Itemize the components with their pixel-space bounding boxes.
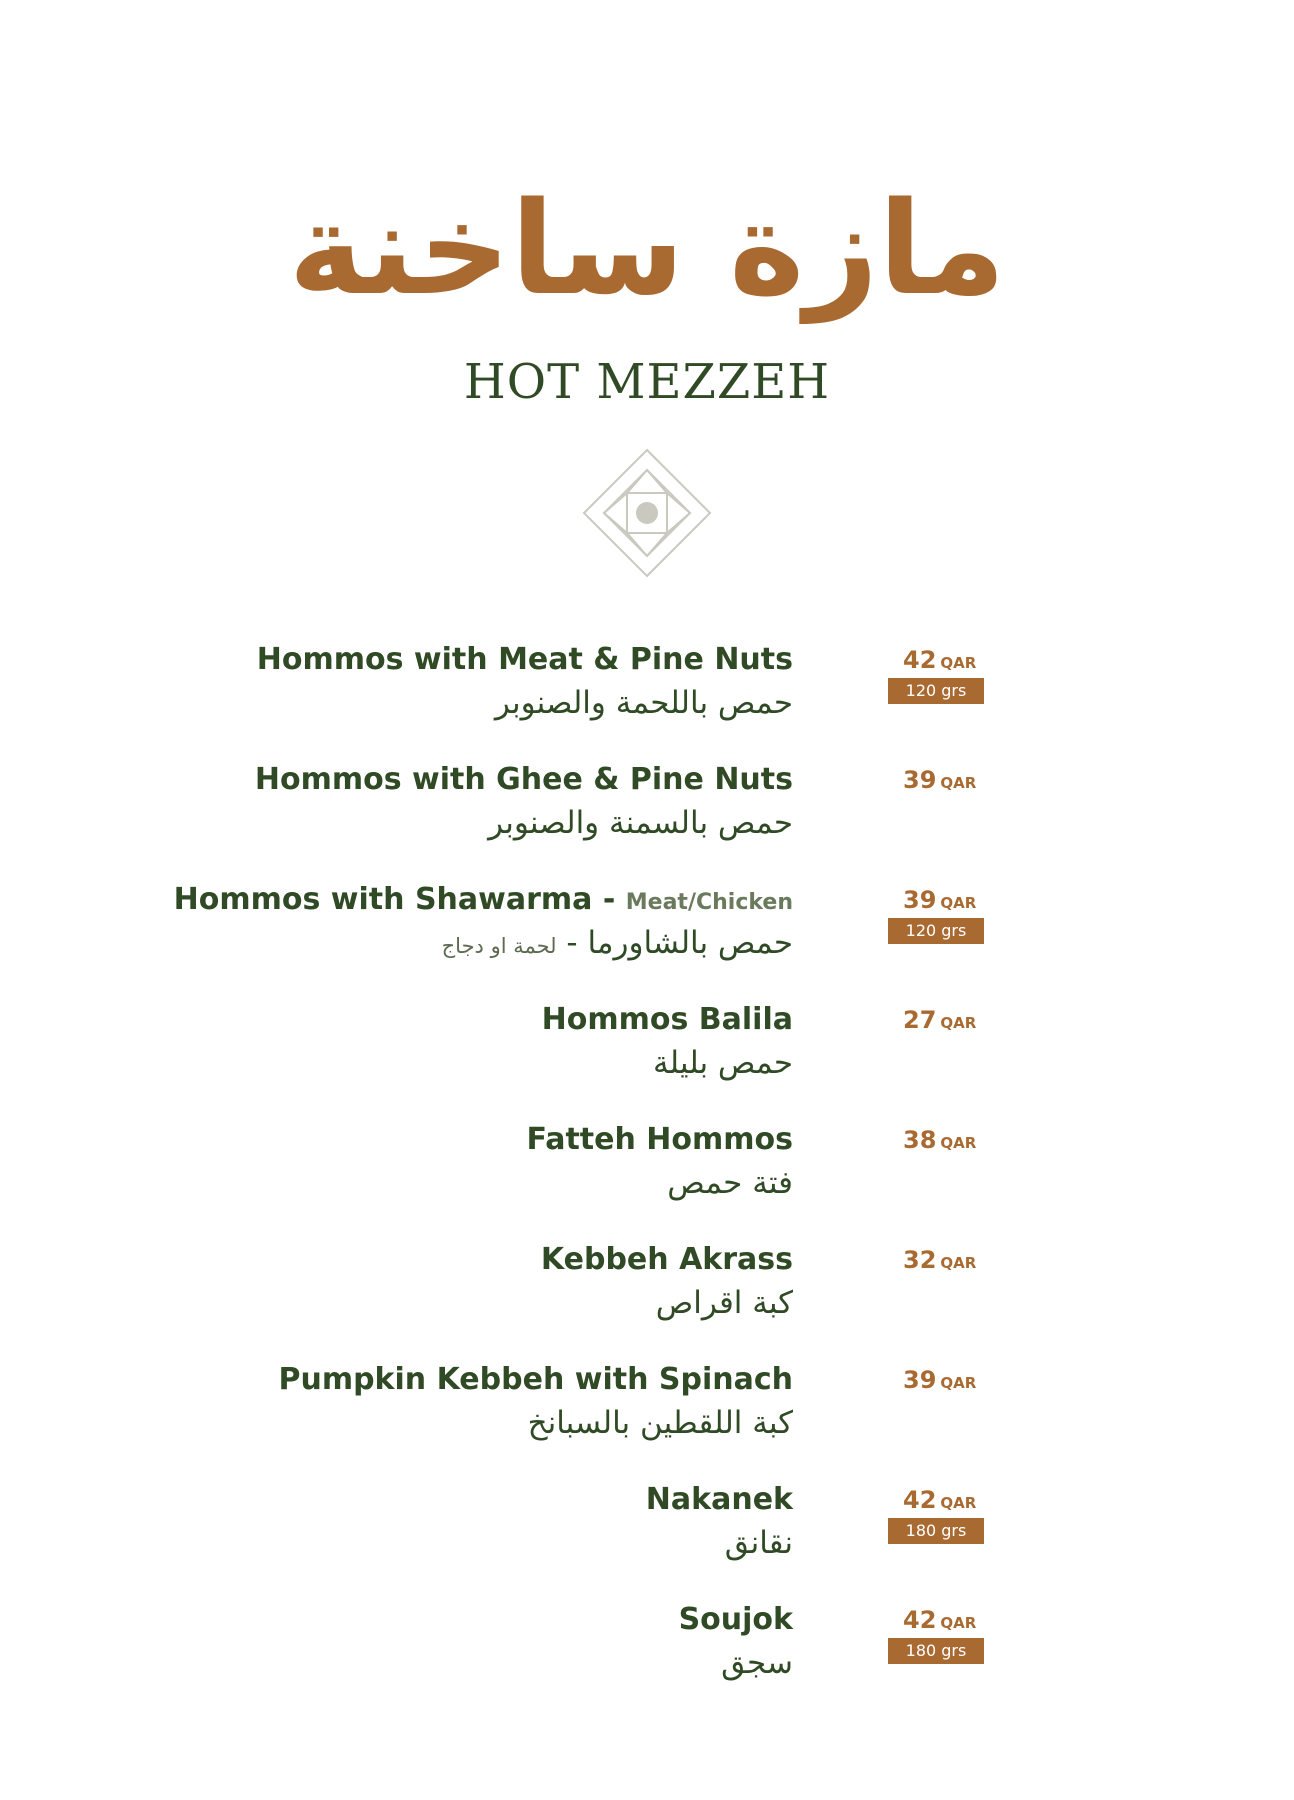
price-value: 39 — [903, 886, 937, 914]
item-name-english — [646, 1480, 793, 1520]
item-name-arabic-main: حمص باللحمة والصنوبر — [494, 685, 793, 721]
menu-item — [0, 640, 1294, 750]
price-value: 39 — [903, 1366, 937, 1394]
item-name-arabic-main: سجق — [721, 1645, 793, 1681]
item-price — [903, 1004, 976, 1039]
price-currency: QAR — [940, 774, 977, 792]
price-value: 42 — [903, 646, 937, 674]
item-name-arabic — [725, 1520, 793, 1566]
item-weight-badge: 120 grs — [888, 918, 984, 944]
item-price — [903, 1604, 976, 1639]
item-name-arabic — [528, 1400, 793, 1446]
menu-item — [0, 880, 1294, 990]
item-weight-badge: 180 grs — [888, 1518, 984, 1544]
item-name-english-main: Pumpkin Kebbeh with Spinach — [278, 1362, 793, 1397]
item-name-english — [679, 1600, 793, 1640]
price-value: 38 — [903, 1126, 937, 1154]
item-name-english-main: Hommos with Meat & Pine Nuts — [256, 642, 793, 677]
item-name-english-variant: Meat/Chicken — [625, 890, 793, 915]
menu-item — [0, 1480, 1294, 1590]
item-name-arabic — [667, 1160, 793, 1206]
item-name-english-main: Hommos with Shawarma - — [173, 882, 626, 917]
item-weight-badge: 180 grs — [888, 1638, 984, 1664]
item-name-english-main: Hommos with Ghee & Pine Nuts — [254, 762, 793, 797]
item-name-arabic-variant: لحمة او دجاج — [441, 934, 557, 958]
item-name-english — [542, 1000, 793, 1040]
item-weight-badge: 120 grs — [888, 678, 984, 704]
price-value: 32 — [903, 1246, 937, 1274]
menu-item — [0, 1600, 1294, 1710]
item-name-arabic-main: كبة اللقطين بالسبانخ — [527, 1405, 793, 1441]
item-name-english-main: Fatteh Hommos — [526, 1122, 793, 1157]
price-currency: QAR — [940, 654, 977, 672]
price-currency: QAR — [940, 1494, 977, 1512]
item-name-arabic — [721, 1640, 793, 1686]
price-currency: QAR — [940, 1374, 977, 1392]
price-currency: QAR — [940, 1014, 977, 1032]
item-name-english — [278, 1360, 793, 1400]
item-name-arabic — [656, 1280, 793, 1326]
item-name-english-main: Hommos Balila — [541, 1002, 793, 1037]
menu-item — [0, 1000, 1294, 1110]
menu-item — [0, 1120, 1294, 1230]
price-currency: QAR — [940, 1614, 977, 1632]
item-price — [903, 884, 976, 919]
item-price — [903, 1244, 976, 1279]
item-name-english-main: Soujok — [678, 1602, 793, 1637]
item-name-english — [541, 1240, 793, 1280]
item-price — [903, 644, 976, 679]
menu-item — [0, 1360, 1294, 1470]
price-value: 42 — [903, 1606, 937, 1634]
item-price — [903, 1364, 976, 1399]
item-name-arabic-main: حمص بليلة — [652, 1045, 793, 1081]
item-name-arabic — [488, 800, 793, 846]
item-name-english — [526, 1120, 793, 1160]
item-name-english-main: Kebbeh Akrass — [540, 1242, 793, 1277]
item-price — [903, 764, 976, 799]
price-value: 42 — [903, 1486, 937, 1514]
menu-item — [0, 1240, 1294, 1350]
item-name-arabic-main: فتة حمص — [667, 1165, 793, 1201]
item-name-english — [255, 760, 793, 800]
item-name-english — [174, 880, 793, 923]
price-currency: QAR — [940, 894, 977, 912]
page-title-arabic: مازة ساخنة — [288, 175, 1006, 324]
price-value: 39 — [903, 766, 937, 794]
price-currency: QAR — [940, 1254, 977, 1272]
item-name-arabic-main: نقانق — [724, 1525, 793, 1561]
item-name-english-main: Nakanek — [645, 1482, 793, 1517]
item-name-arabic — [495, 680, 793, 726]
page-title: HOT MEZZEH — [463, 354, 831, 410]
item-name-arabic-main: كبة اقراص — [655, 1285, 793, 1321]
item-price — [903, 1484, 976, 1519]
item-price — [903, 1124, 976, 1159]
item-name-arabic-main: حمص بالسمنة والصنوبر — [488, 805, 793, 841]
price-currency: QAR — [940, 1134, 977, 1152]
price-value: 27 — [903, 1006, 937, 1034]
item-name-arabic — [442, 920, 793, 969]
diamond-ornament-icon — [582, 448, 712, 578]
item-name-english — [257, 640, 793, 680]
item-name-arabic — [653, 1040, 793, 1086]
menu-item — [0, 760, 1294, 870]
item-name-arabic-main: حمص بالشاورما - — [556, 925, 793, 961]
